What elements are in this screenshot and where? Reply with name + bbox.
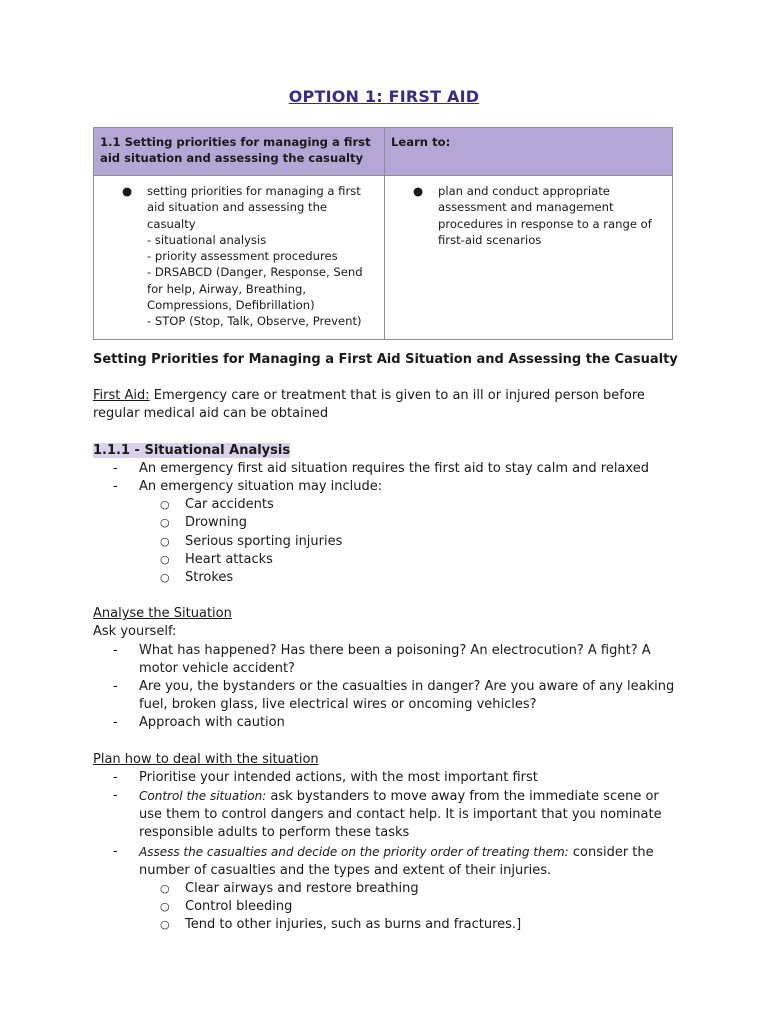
body-content xyxy=(93,351,683,935)
list-item: - An emergency situation may include: xyxy=(113,479,383,495)
section-heading: Setting Priorities for Managing a First Aid Situation and Assessing the Casualty xyxy=(93,352,678,367)
definition-text: Emergency care or treatment that is given to an ill or injured person before regular medical aid can be obtained xyxy=(93,388,645,422)
header-right-cell: Learn to: xyxy=(385,128,673,176)
list-item: ○ Strokes xyxy=(160,570,234,586)
list-item xyxy=(101,183,377,330)
syllabus-table xyxy=(93,127,673,340)
page-title: OPTION 1: FIRST AID xyxy=(288,87,480,106)
list-item: - Assess the casualties and decide on the priority order of treating them: consider the number of casualties and the types and extent of their injuries. xyxy=(113,843,654,878)
bullet-icon: ● xyxy=(121,184,133,198)
table-header-row xyxy=(94,128,673,176)
list-item: - Control the situation: ask bystanders to move away from the immediate scene or use them to control dangers and contact help. It is important that you nominate responsible adults to perform these tasks xyxy=(113,788,662,841)
list-item xyxy=(392,183,665,248)
list-item: - Approach with caution xyxy=(113,715,285,731)
body-left-cell xyxy=(94,176,385,340)
list-item: ○ Car accidents xyxy=(160,497,274,513)
list-item: ○ Tend to other injuries, such as burns and fractures.] xyxy=(160,917,522,933)
left-subitem: - STOP (Stop, Talk, Observe, Prevent) xyxy=(147,314,362,329)
list-item: ○ Heart attacks xyxy=(160,551,273,567)
analyse-heading: Analyse the Situation xyxy=(93,606,232,622)
left-subitem: - DRSABCD (Danger, Response, Send for help, Airway, Breathing, Compressions, Defibrillation) xyxy=(147,265,363,313)
list-item: - An emergency first aid situation requires the first aid to stay calm and relaxed xyxy=(113,460,649,476)
header-left-cell: 1.1 Setting priorities for managing a first aid situation and assessing the casualty xyxy=(94,128,385,176)
definition-term: First Aid: xyxy=(93,388,150,404)
analyse-intro: Ask yourself: xyxy=(93,624,177,640)
list-item: - Prioritise your intended actions, with the most important first xyxy=(113,769,538,785)
list-item: ○ Control bleeding xyxy=(160,899,293,915)
list-item: - What has happened? Has there been a poisoning? An electrocution? A fight? A motor vehicle accident? xyxy=(113,642,651,676)
right-bullet-text: plan and conduct appropriate assessment and management procedures in response to a range of first-aid scenarios xyxy=(438,184,652,247)
bullet-icon: ● xyxy=(412,184,424,198)
list-item: - Are you, the bystanders or the casualties in danger? Are you aware of any leaking fuel, broken glass, live electrical wires or oncoming vehicles? xyxy=(113,679,675,713)
left-bullet-text: setting priorities for managing a first aid situation and assessing the casualty xyxy=(147,184,361,231)
subsection-heading: 1.1.1 - Situational Analysis xyxy=(93,442,291,458)
left-subitem: - priority assessment procedures xyxy=(147,249,338,264)
left-subitem: - situational analysis xyxy=(147,232,267,247)
list-item: ○ Clear airways and restore breathing xyxy=(160,881,419,897)
list-item: ○ Drowning xyxy=(160,515,247,531)
plan-heading: Plan how to deal with the situation xyxy=(93,751,319,767)
list-item: ○ Serious sporting injuries xyxy=(160,533,343,549)
definition-paragraph xyxy=(93,387,683,423)
table-body-row xyxy=(94,176,673,340)
body-right-cell xyxy=(385,176,673,340)
